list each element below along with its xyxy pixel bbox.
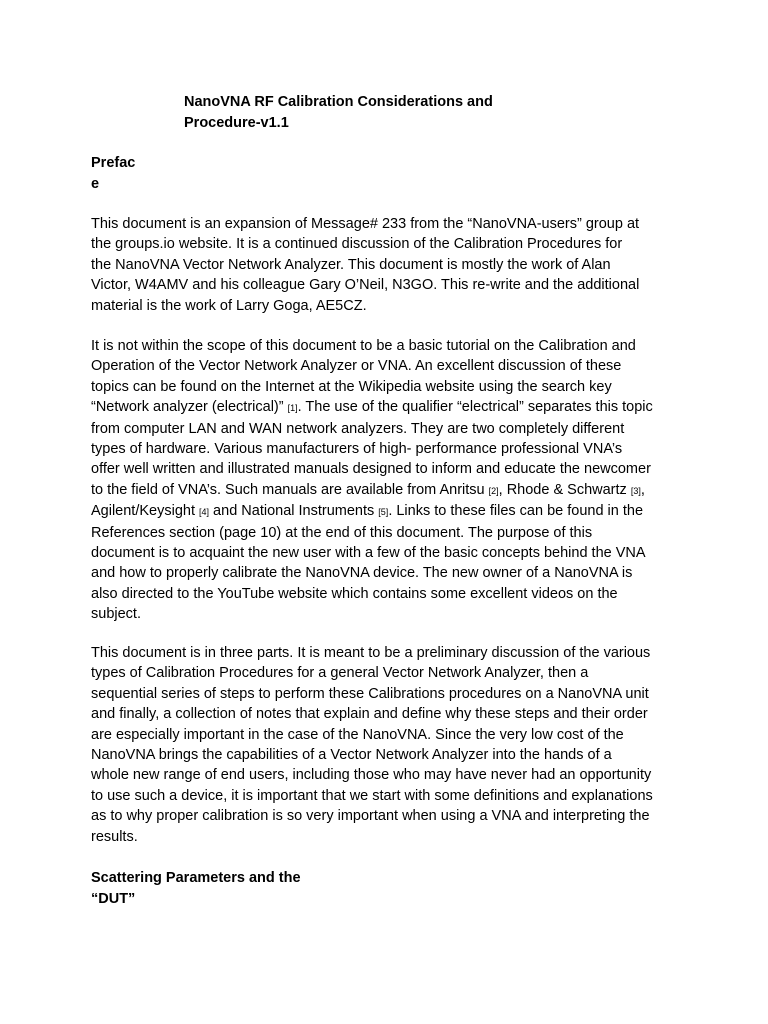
text-line: This document is an expansion of Message# 233 from the “NanoVNA-users” group at <box>91 216 640 232</box>
text-line <box>91 501 691 522</box>
text-segment: “Network analyzer (electrical)” <box>91 399 288 416</box>
text-line: and finally, a collection of notes that explain and define why these steps and their order <box>91 706 648 723</box>
text-line: also directed to the YouTube website which contains some excellent videos on the <box>91 585 618 602</box>
paragraph-parts <box>91 643 691 847</box>
text-line: the NanoVNA Vector Network Analyzer. This document is mostly the work of Alan <box>91 256 611 273</box>
text-line: are especially important in the case of the NanoVNA. Since the very low cost of the <box>91 726 624 743</box>
text-line: NanoVNA brings the capabilities of a Vector Network Analyzer into the hands of a <box>91 747 612 764</box>
text-line: and how to properly calibrate the NanoVNA device. The new owner of a NanoVNA is <box>91 565 633 582</box>
text-line: document is to acquaint the new user with a few of the basic concepts behind the VNA <box>91 545 646 562</box>
text-line: to use such a device, it is important that we start with some definitions and explanations <box>91 787 653 804</box>
preface-heading <box>91 153 135 195</box>
text-segment: Agilent/Keysight <box>91 503 200 520</box>
text-line: Operation of the Vector Network Analyzer or VNA. An excellent discussion of these <box>91 358 622 375</box>
scattering-heading <box>91 868 301 910</box>
text-line: whole new range of end users, including those who may have never had an opportunity <box>91 767 652 784</box>
text-line: This document is in three parts. It is meant to be a preliminary discussion of the various <box>91 645 651 661</box>
text-line: from computer LAN and WAN network analyzers. They are two completely different <box>91 420 625 437</box>
text-segment: , <box>640 481 645 498</box>
reference-marker: [2] <box>488 485 499 496</box>
text-line: sequential series of steps to perform these Calibrations procedures on a NanoVNA unit <box>91 685 649 702</box>
document-title <box>184 92 564 134</box>
text-line: results. <box>91 828 138 845</box>
text-line: subject. <box>91 606 141 623</box>
title-line: Procedure-v1.1 <box>184 115 289 131</box>
text-line <box>91 397 691 418</box>
reference-marker: [1] <box>287 403 298 414</box>
reference-marker: [5] <box>378 507 389 518</box>
text-line: References section (page 10) at the end of this document. The purpose of this <box>91 524 593 541</box>
heading-line: e <box>91 176 100 192</box>
text-line: the groups.io website. It is a continued discussion of the Calibration Procedures for <box>91 236 623 253</box>
title-line: NanoVNA RF Calibration Considerations and <box>184 94 493 110</box>
text-line: topics can be found on the Internet at the Wikipedia website using the search key <box>91 378 612 395</box>
text-segment: , Rhode & Schwartz <box>498 481 631 498</box>
paragraph-intro <box>91 214 691 316</box>
text-line: types of Calibration Procedures for a general Vector Network Analyzer, then a <box>91 665 589 682</box>
text-segment: . Links to these files can be found in the <box>388 503 644 520</box>
heading-line: Scattering Parameters and the <box>91 870 301 886</box>
text-line: material is the work of Larry Goga, AE5CZ. <box>91 297 367 314</box>
heading-line: “DUT” <box>91 891 136 907</box>
text-segment: to the field of VNA’s. Such manuals are available from Anritsu <box>91 481 489 498</box>
reference-marker: [4] <box>199 507 210 518</box>
heading-line: Prefac <box>91 155 136 171</box>
reference-marker: [3] <box>630 485 641 496</box>
text-line: offer well written and illustrated manuals designed to inform and educate the newcomer <box>91 461 651 478</box>
text-line <box>91 480 691 501</box>
text-line: Victor, W4AMV and his colleague Gary O’Neil, N3GO. This re-write and the additional <box>91 277 640 294</box>
text-line: types of hardware. Various manufacturers of high- performance professional VNA’s <box>91 441 623 458</box>
text-segment: . The use of the qualifier “electrical” separates this topic <box>297 399 653 416</box>
paragraph-scope <box>91 336 691 625</box>
text-line: as to why proper calibration is so very important when using a VNA and interpreting the <box>91 808 650 825</box>
text-line: It is not within the scope of this document to be a basic tutorial on the Calibration and <box>91 338 636 354</box>
text-segment: and National Instruments <box>209 503 379 520</box>
